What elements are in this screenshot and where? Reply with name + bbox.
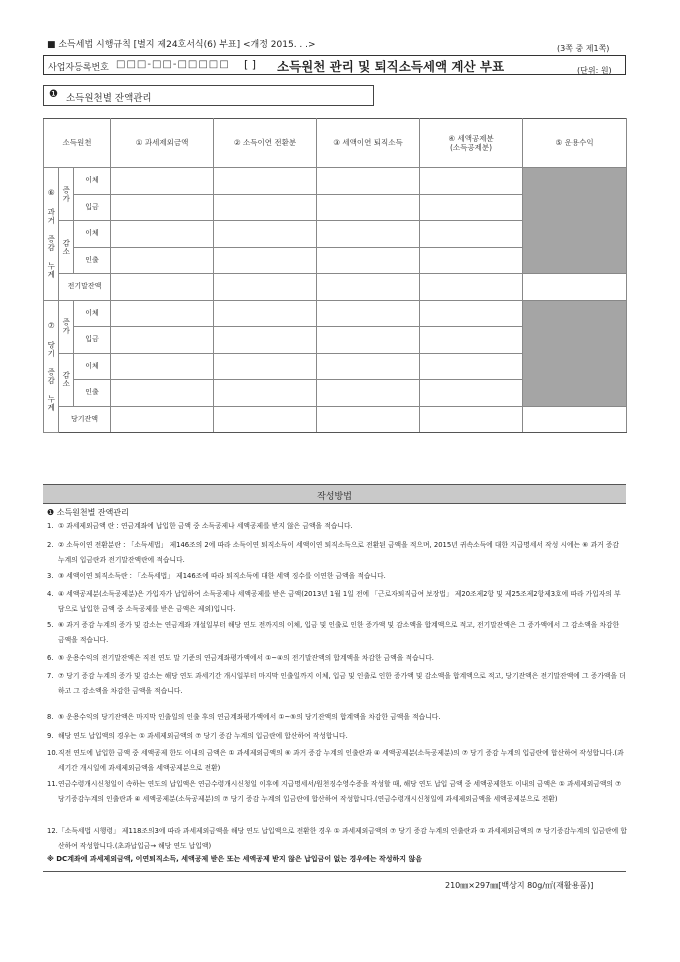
cell-input[interactable]: [214, 274, 317, 301]
col-header: ④ 세액공제분 (소득공제분): [420, 119, 523, 168]
instruction-text: ⑥ 과거 증감 누계의 증가 및 감소는 연금계좌 개설일부터 해당 연도 전까지의 이체, 입금 및 인출로 인한 증가액 및 감소액을 합계액으로 적고, 전기말잔액은 그 증가액에서 그 감소액을 차감한 금액을 적습니다.: [58, 621, 620, 644]
group6-label: ⑥ 과거 증감 누계: [44, 168, 59, 301]
col-header: ⑤ 운용수익: [523, 119, 627, 168]
row-label: 인출: [74, 380, 111, 407]
increase-label: 증가: [59, 168, 74, 221]
instruction-number: 2.: [47, 541, 54, 549]
instruction-number: 4.: [47, 590, 54, 598]
row-label: 이체: [74, 168, 111, 195]
instruction-text: 연금수령개시신청일이 속하는 연도의 납입액은 연금수령개시신청일 이후에 지급명세서/원천징수영수증을 작성할 때, 해당 연도 납입 금액 중 세액공제한도 이내의 금액은 ① 과세제외금액의 ⑦ 당기증감누계의 인출란과 ④ 세액공제분(소득공제분)의 ⑦ 당기 증감 누계의 입금란에 합산하여 작성합니다.(연금수령개시신청일에 과세제외금액을 세액공제분으로 전환): [58, 780, 622, 803]
cell-input[interactable]: [111, 194, 214, 221]
instruction-item: [47, 824, 627, 854]
cell-input[interactable]: [111, 274, 214, 301]
instruction-item: [47, 587, 627, 617]
form-header-box: [43, 55, 626, 75]
row-label: 이체: [74, 353, 111, 380]
instruction-item: [47, 651, 627, 666]
row-label: 입금: [74, 327, 111, 354]
instruction-item: [47, 569, 627, 584]
balance-table: [43, 118, 627, 433]
cell-input[interactable]: [420, 300, 523, 327]
instruction-text: ⑤ 운용수익의 전기말잔액은 직전 연도 말 기준의 연금계좌평가액에서 ①~④의 전기말잔액의 합계액을 차감한 금액을 적습니다.: [58, 654, 434, 662]
row-label: 입금: [74, 194, 111, 221]
footnote: ※ DC계좌에 과세제외금액, 이연퇴직소득, 세액공제 받은 또는 세액공제 받지 않은 납입금이 없는 경우에는 작성하지 않음: [47, 855, 423, 863]
cell-input[interactable]: [420, 221, 523, 248]
cell-input[interactable]: [214, 327, 317, 354]
cell-input[interactable]: [214, 247, 317, 274]
instruction-text: 「소득세법 시행령」 제118조의3에 따라 과세제외금액을 해당 연도 납입액으로 전환한 경우 ① 과세제외금액의 ⑦ 당기 증감 누계의 인출란과 ① 과세제외금액의 ⑦ 당기증감누계의 입금란에 합산하여 작성합니다.(초과납입금→ 해당 연도 납입액): [58, 827, 627, 850]
instructions-header: [43, 484, 626, 504]
instruction-number: 8.: [47, 713, 54, 721]
cell-input[interactable]: [111, 327, 214, 354]
prev-balance-label: 전기말잔액: [59, 274, 111, 301]
instructions-section: ❶ 소득원천별 잔액관리: [47, 508, 129, 517]
cell-input[interactable]: [317, 168, 420, 195]
instruction-text: ② 소득이연 전환분란 : 「소득세법」 제146조의 2에 따라 소득이연 퇴직소득이 세액이연 퇴직소득으로 전환된 금액을 적으며, 2015년 귀속소득에 대한 지급명세서 작성 시에는 ⑥ 과거 증감 누계의 입금란과 전기말잔액란에 적습니다.: [58, 541, 619, 564]
section-header: [43, 85, 374, 106]
biz-number-label: 사업자등록번호: [48, 63, 109, 73]
instruction-text: ③ 세액이연 퇴직소득란 : 「소득세법」 제146조에 따라 퇴직소득에 대한 세액 징수를 이연한 금액을 적습니다.: [58, 572, 386, 580]
table-row: [44, 300, 627, 327]
cell-input[interactable]: [420, 380, 523, 407]
instruction-number: 12.: [47, 827, 58, 835]
cell-input[interactable]: [523, 274, 627, 301]
instruction-number: 3.: [47, 572, 54, 580]
cell-input[interactable]: [420, 353, 523, 380]
instruction-item: [47, 746, 627, 776]
instruction-text: ⑤ 운용수익의 당기잔액은 마지막 인출일의 인출 후의 연금계좌평가액에서 ①~⑤의 당기잔액의 합계액을 차감한 금액을 적습니다.: [58, 713, 441, 721]
instruction-item: [47, 538, 627, 568]
instruction-item: [47, 729, 627, 744]
cell-input[interactable]: [317, 380, 420, 407]
cell-input[interactable]: [317, 300, 420, 327]
group7-label: ⑦ 당기 증감 누계: [44, 300, 59, 433]
instruction-number: 11.: [47, 780, 58, 788]
decrease-label: 감소: [59, 353, 74, 406]
cell-input[interactable]: [317, 247, 420, 274]
cell-input[interactable]: [214, 221, 317, 248]
cell-input[interactable]: [420, 194, 523, 221]
divider: [43, 871, 626, 872]
table-row: [44, 168, 627, 195]
table-header-row: [44, 119, 627, 168]
instruction-text: ① 과세제외금액 란 : 연금계좌에 납입한 금액 중 소득공제나 세액공제를 받지 않은 금액을 적습니다.: [58, 522, 353, 530]
source-header: 소득원천: [44, 119, 111, 168]
cell-input[interactable]: [317, 194, 420, 221]
table-row: [44, 406, 627, 433]
form-checkbox[interactable]: [ ]: [244, 58, 257, 71]
instruction-item: [47, 710, 627, 725]
cell-input[interactable]: [317, 221, 420, 248]
cell-input[interactable]: [317, 274, 420, 301]
instruction-number: 5.: [47, 621, 54, 629]
instruction-item: [47, 618, 627, 648]
shaded-cell: [523, 300, 627, 406]
shaded-cell: [523, 168, 627, 274]
instructions-title: 작성방법: [317, 492, 352, 502]
unit-label: (단위: 원): [577, 66, 612, 75]
row-label: 이체: [74, 300, 111, 327]
instruction-number: 9.: [47, 732, 54, 740]
cell-input[interactable]: [214, 406, 317, 433]
instruction-item: [47, 519, 627, 534]
law-reference: ■ 소득세법 시행규칙 [별지 제24호서식(6) 부표] <개정 2015. . .>: [47, 40, 316, 50]
instruction-number: 1.: [47, 522, 54, 530]
cell-input[interactable]: [523, 406, 627, 433]
cell-input[interactable]: [317, 327, 420, 354]
row-label: 이체: [74, 221, 111, 248]
cell-input[interactable]: [111, 168, 214, 195]
cell-input[interactable]: [420, 274, 523, 301]
col-header: ③ 세액이연 퇴직소득: [317, 119, 420, 168]
cell-input[interactable]: [111, 247, 214, 274]
cell-input[interactable]: [111, 406, 214, 433]
row-label: 인출: [74, 247, 111, 274]
section-title: 소득원천별 잔액관리: [66, 93, 152, 104]
paper-spec: 210㎜×297㎜[백상지 80g/㎡(재활용품)]: [445, 881, 594, 890]
cell-input[interactable]: [420, 247, 523, 274]
cell-input[interactable]: [111, 300, 214, 327]
cell-input[interactable]: [214, 300, 317, 327]
cell-input[interactable]: [214, 380, 317, 407]
cell-input[interactable]: [317, 406, 420, 433]
instruction-number: 7.: [47, 672, 54, 680]
instruction-item: [47, 669, 627, 699]
increase-label: 증가: [59, 300, 74, 353]
form-title: 소득원천 관리 및 퇴직소득세액 계산 부표: [277, 59, 505, 74]
cell-input[interactable]: [214, 353, 317, 380]
instruction-item: [47, 777, 627, 807]
instruction-text: ⑦ 당기 증감 누계의 증가 및 감소는 해당 연도 과세기간 개시일부터 마지막 인출일까지 이체, 입금 및 인출로 인한 증가액 및 감소액을 합계액으로 적고, 당기잔액은 전기말잔액에 그 증가액을 더하고 그 감소액을 차감한 금액을 적습니다.: [58, 672, 626, 695]
instruction-number: 10.: [47, 749, 58, 757]
instruction-number: 6.: [47, 654, 54, 662]
table-row: [44, 274, 627, 301]
cell-input[interactable]: [420, 327, 523, 354]
cell-input[interactable]: [317, 353, 420, 380]
cell-input[interactable]: [420, 168, 523, 195]
cell-input[interactable]: [420, 406, 523, 433]
decrease-label: 감소: [59, 221, 74, 274]
instruction-text: ④ 세액공제분(소득공제분)은 가입자가 납입하여 소득공제나 세액공제를 받은 금액(2013년 1월 1일 전에 「근로자퇴직급여 보장법」 제20조제2항 및 제25조제2항제3호에 따라 가입자의 부담으로 납입한 금액 중 소득공제를 받은 금액은 제외)입니다.: [58, 590, 621, 613]
section-number: ❶: [49, 89, 58, 100]
cell-input[interactable]: [111, 353, 214, 380]
biz-number-field[interactable]: □□□-□□-□□□□□: [116, 59, 230, 70]
cell-input[interactable]: [111, 380, 214, 407]
page-info: (3쪽 중 제1쪽): [557, 44, 610, 53]
cell-input[interactable]: [214, 168, 317, 195]
instruction-text: 해당 연도 납입액의 경우는 ① 과세제외금액의 ⑦ 당기 증감 누계의 입금란에 합산하여 작성합니다.: [58, 732, 348, 740]
cell-input[interactable]: [214, 194, 317, 221]
cell-input[interactable]: [111, 221, 214, 248]
col-header: ② 소득이연 전환분: [214, 119, 317, 168]
instruction-text: 직전 연도에 납입한 금액 중 세액공제 한도 이내의 금액은 ① 과세제외금액의 ⑥ 과거 증감 누계의 인출란과 ④ 세액공제분(소득공제분)의 ⑦ 당기 증감 누계의 입금란에 합산하여 작성합니다.(과세기간 개시일에 과세제외금액을 세액공제분으로 전환): [58, 749, 624, 772]
curr-balance-label: 당기잔액: [59, 406, 111, 433]
col-header: ① 과세제외금액: [111, 119, 214, 168]
